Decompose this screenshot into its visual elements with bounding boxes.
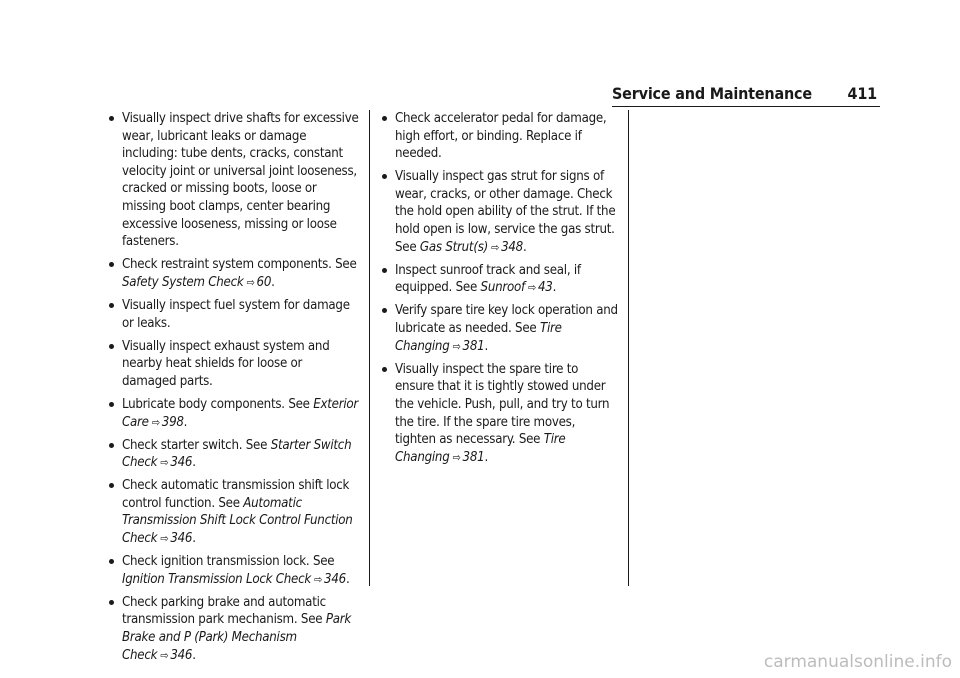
reference-title: Tire Changing — [395, 432, 566, 465]
page-arrow-icon: ⇨ — [160, 456, 169, 470]
item-text: Lubricate body components. — [122, 396, 285, 412]
item-text: Visually inspect exhaust system and nearby heat shields for loose or damaged parts. — [122, 338, 330, 389]
bullet-dot-icon — [109, 402, 114, 407]
reference-page: 346 — [170, 647, 193, 663]
list-item: Check automatic transmission shift lock control function. See Automatic Transmission Shift Lock Control Function Check ⇨ 346. — [109, 477, 359, 547]
reference-title: Sunroof — [480, 280, 525, 296]
list-item: Check restraint system components. See Safety System Check ⇨ 60. — [109, 256, 359, 291]
page-arrow-icon: ⇨ — [314, 572, 323, 586]
reference-title: Tire Changing — [395, 321, 562, 354]
reference-page: 398 — [161, 414, 184, 430]
see-label: See — [335, 257, 357, 273]
list-item — [382, 110, 618, 163]
see-label: See — [518, 432, 541, 448]
bullet-dot-icon — [109, 559, 114, 564]
reference-page: 348 — [501, 239, 523, 255]
page-arrow-icon: ⇨ — [160, 532, 169, 546]
bullet-dot-icon — [382, 308, 387, 313]
reference-title: Safety System Check — [122, 274, 244, 290]
bullet-dot-icon — [109, 116, 114, 121]
bullet-dot-icon — [382, 367, 387, 372]
page-arrow-icon: ⇨ — [151, 415, 160, 429]
item-text: Visually inspect the spare tire to ensure that it is tightly stowed under the vehicle. Push, pull, and try to turn the tire. If the spare tire moves, tighten as necessary. — [395, 361, 610, 448]
reference-page: 346 — [170, 531, 193, 547]
list-item: Check ignition transmission lock. See Ignition Transmission Lock Check ⇨ 346. — [109, 553, 359, 588]
page-arrow-icon: ⇨ — [246, 275, 255, 289]
column-divider — [628, 110, 629, 586]
reference-page: 43 — [537, 280, 553, 296]
header-rule — [612, 106, 880, 107]
item-text: Check automatic transmission shift lock control function. — [122, 478, 350, 511]
see-label: See — [245, 437, 268, 453]
page-arrow-icon: ⇨ — [452, 450, 461, 464]
cross-reference-link[interactable] — [481, 280, 553, 295]
list-item: Visually inspect the spare tire to ensure that it is tightly stowed under the vehicle. Push, pull, and try to turn the tire. If the spare tire moves, tighten as necessary. See Tire Changing ⇨ 381. — [382, 361, 618, 467]
see-label: See — [288, 396, 310, 412]
bullet-dot-icon — [109, 443, 114, 448]
see-label: See — [300, 612, 323, 628]
see-label: See — [312, 554, 335, 570]
list-item: Verify spare tire key lock operation and lubricate as needed. See Tire Changing ⇨ 381. — [382, 302, 618, 355]
item-text: Visually inspect drive shafts for excessive wear, lubricant leaks or damage including: tube dents, cracks, constant velocity joint or universal joint looseness, cracked or missing boots, loose or missing boot clamps, center bearing excessive looseness, missing or loose fasteners. — [122, 111, 359, 250]
right-column — [382, 110, 618, 472]
list-item — [109, 297, 359, 332]
page-number: 411 — [847, 84, 877, 103]
list-item: Inspect sunroof track and seal, if equipped. See Sunroof ⇨ 43. — [382, 262, 618, 297]
reference-title: Automatic Transmission Shift Lock Control Function Check — [122, 495, 353, 547]
reference-title: Gas Strut(s) — [419, 239, 489, 255]
bullet-dot-icon — [382, 116, 387, 121]
left-column — [109, 110, 359, 670]
see-label: See — [455, 280, 477, 296]
reference-page: 346 — [170, 455, 193, 471]
reference-title: Ignition Transmission Lock Check — [122, 571, 311, 587]
list-item: Check starter switch. See Starter Switch Check ⇨ 346. — [109, 437, 359, 472]
cross-reference-link[interactable] — [420, 240, 523, 255]
see-label: See — [515, 321, 537, 337]
reference-title: Exterior Care — [122, 396, 359, 430]
reference-page: 381 — [462, 449, 485, 465]
reference-title: Starter Switch Check — [122, 437, 352, 471]
item-text: Check parking brake and automatic transmission park mechanism. — [122, 594, 326, 628]
bullet-dot-icon — [109, 483, 114, 488]
bullet-dot-icon — [109, 344, 114, 349]
bullet-dot-icon — [109, 262, 114, 267]
item-text: Check accelerator pedal for damage, high effort, or binding. Replace if needed. — [395, 111, 607, 162]
page-arrow-icon: ⇨ — [527, 281, 536, 295]
see-label: See — [395, 239, 417, 255]
reference-page: 60 — [256, 274, 272, 290]
watermark: carmanualsonline.info — [763, 652, 952, 672]
reference-title: Park Brake and P (Park) Mechanism Check — [122, 612, 351, 663]
list-item — [109, 110, 359, 251]
item-text: Check restraint system components. — [122, 257, 332, 273]
column-divider — [369, 110, 370, 586]
item-text: Verify spare tire key lock operation and lubricate as needed. — [395, 303, 618, 337]
list-item: Visually inspect gas strut for signs of wear, cracks, or other damage. Check the hold open ability of the strut. If the hold open is low, service the gas strut. See Gas Strut(s) ⇨ 348. — [382, 168, 618, 256]
see-label: See — [218, 495, 240, 511]
bullet-dot-icon — [109, 303, 114, 308]
list-item: Lubricate body components. See Exterior Care ⇨ 398. — [109, 396, 359, 431]
bullet-dot-icon — [382, 174, 387, 179]
reference-page: 346 — [324, 571, 346, 587]
cross-reference-link[interactable] — [122, 572, 346, 587]
item-text: Check starter switch. — [122, 437, 243, 453]
item-text: Visually inspect gas strut for signs of wear, cracks, or other damage. Check the hold open ability of the strut. If the hold open is low, service the gas strut. — [395, 169, 616, 238]
item-text: Visually inspect fuel system for damage or leaks. — [122, 297, 350, 331]
page-arrow-icon: ⇨ — [160, 648, 169, 662]
reference-page: 381 — [462, 338, 485, 354]
page-arrow-icon: ⇨ — [491, 240, 500, 254]
page-arrow-icon: ⇨ — [452, 339, 461, 353]
item-text: Inspect sunroof track and seal, if equipped. — [395, 262, 581, 296]
section-title: Service and Maintenance — [612, 84, 812, 103]
item-text: Check ignition transmission lock. — [122, 554, 310, 570]
list-item — [109, 338, 359, 391]
bullet-dot-icon — [109, 600, 114, 605]
cross-reference-link[interactable] — [122, 275, 271, 290]
bullet-dot-icon — [382, 268, 387, 273]
list-item: Check parking brake and automatic transmission park mechanism. See Park Brake and P (Park) Mechanism Check ⇨ 346. — [109, 594, 359, 664]
page-header — [612, 84, 877, 103]
